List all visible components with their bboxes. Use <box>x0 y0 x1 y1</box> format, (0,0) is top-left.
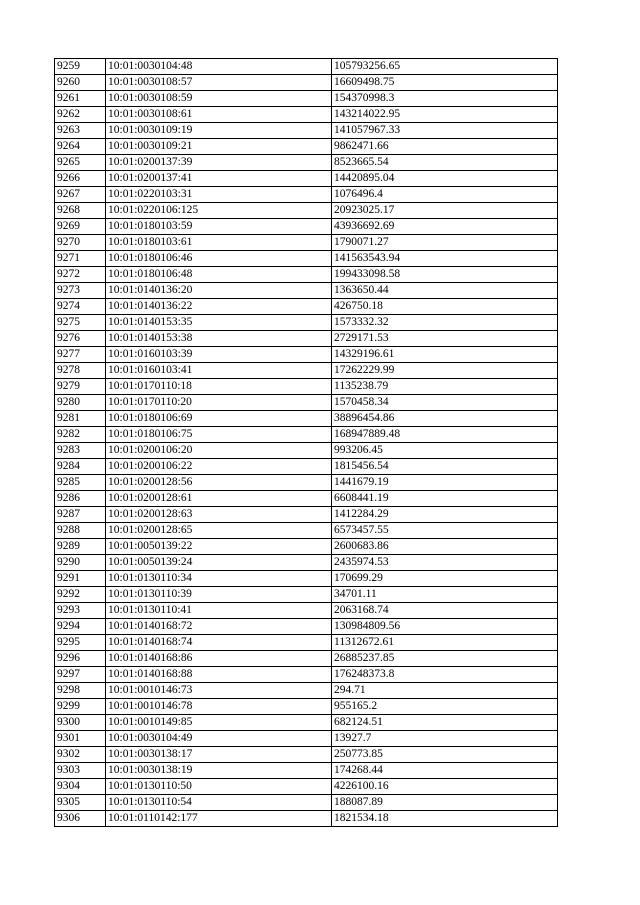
table-row <box>55 699 558 715</box>
row-number-cell: 9261 <box>55 91 106 107</box>
row-number-cell: 9260 <box>55 75 106 91</box>
value-cell: 199433098.58 <box>332 267 558 283</box>
table-row <box>55 171 558 187</box>
cadastral-number-cell: 10:01:0130110:50 <box>106 779 332 795</box>
table-row <box>55 267 558 283</box>
row-number-cell: 9268 <box>55 203 106 219</box>
table-row <box>55 795 558 811</box>
cadastral-number-cell: 10:01:0140168:86 <box>106 651 332 667</box>
value-cell: 294.71 <box>332 683 558 699</box>
value-cell: 1821534.18 <box>332 811 558 827</box>
cadastral-number-cell: 10:01:0200137:41 <box>106 171 332 187</box>
value-cell: 130984809.56 <box>332 619 558 635</box>
row-number-cell: 9274 <box>55 299 106 315</box>
value-cell: 43936692.69 <box>332 219 558 235</box>
cadastral-number-cell: 10:01:0030138:17 <box>106 747 332 763</box>
value-cell: 993206.45 <box>332 443 558 459</box>
value-cell: 1441679.19 <box>332 475 558 491</box>
table-row <box>55 395 558 411</box>
row-number-cell: 9281 <box>55 411 106 427</box>
row-number-cell: 9280 <box>55 395 106 411</box>
table-row <box>55 587 558 603</box>
table-row <box>55 107 558 123</box>
cadastral-number-cell: 10:01:0160103:39 <box>106 347 332 363</box>
value-cell: 26885237.85 <box>332 651 558 667</box>
value-cell: 14329196.61 <box>332 347 558 363</box>
value-cell: 1573332.32 <box>332 315 558 331</box>
row-number-cell: 9306 <box>55 811 106 827</box>
row-number-cell: 9277 <box>55 347 106 363</box>
row-number-cell: 9293 <box>55 603 106 619</box>
cadastral-number-cell: 10:01:0180106:46 <box>106 251 332 267</box>
table-row <box>55 155 558 171</box>
row-number-cell: 9304 <box>55 779 106 795</box>
table-row <box>55 235 558 251</box>
table-row <box>55 475 558 491</box>
value-cell: 174268.44 <box>332 763 558 779</box>
table-row <box>55 763 558 779</box>
value-cell: 6608441.19 <box>332 491 558 507</box>
value-cell: 17262229.99 <box>332 363 558 379</box>
cadastral-number-cell: 10:01:0050139:24 <box>106 555 332 571</box>
row-number-cell: 9302 <box>55 747 106 763</box>
table-row <box>55 139 558 155</box>
value-cell: 154370998.3 <box>332 91 558 107</box>
table-row <box>55 747 558 763</box>
cadastral-number-cell: 10:01:0140153:38 <box>106 331 332 347</box>
cadastral-number-cell: 10:01:0200128:56 <box>106 475 332 491</box>
row-number-cell: 9269 <box>55 219 106 235</box>
cadastral-number-cell: 10:01:0030104:48 <box>106 59 332 75</box>
value-cell: 2063168.74 <box>332 603 558 619</box>
cadastral-number-cell: 10:01:0180106:48 <box>106 267 332 283</box>
table-row <box>55 523 558 539</box>
table-row <box>55 571 558 587</box>
row-number-cell: 9298 <box>55 683 106 699</box>
row-number-cell: 9287 <box>55 507 106 523</box>
table-row <box>55 203 558 219</box>
value-cell: 2600683.86 <box>332 539 558 555</box>
cadastral-number-cell: 10:01:0180103:61 <box>106 235 332 251</box>
cadastral-number-cell: 10:01:0180103:59 <box>106 219 332 235</box>
cadastral-number-cell: 10:01:0140168:74 <box>106 635 332 651</box>
cadastral-number-cell: 10:01:0200128:65 <box>106 523 332 539</box>
row-number-cell: 9292 <box>55 587 106 603</box>
value-cell: 955165.2 <box>332 699 558 715</box>
table-row <box>55 683 558 699</box>
cadastral-number-cell: 10:01:0220106:125 <box>106 203 332 219</box>
cadastral-number-cell: 10:01:0200128:61 <box>106 491 332 507</box>
value-cell: 426750.18 <box>332 299 558 315</box>
value-cell: 141563543.94 <box>332 251 558 267</box>
row-number-cell: 9259 <box>55 59 106 75</box>
table-row <box>55 603 558 619</box>
row-number-cell: 9265 <box>55 155 106 171</box>
cadastral-number-cell: 10:01:0030138:19 <box>106 763 332 779</box>
value-cell: 1570458.34 <box>332 395 558 411</box>
cadastral-number-cell: 10:01:0050139:22 <box>106 539 332 555</box>
table-row <box>55 651 558 667</box>
value-cell: 682124.51 <box>332 715 558 731</box>
table-row <box>55 363 558 379</box>
row-number-cell: 9294 <box>55 619 106 635</box>
row-number-cell: 9266 <box>55 171 106 187</box>
value-cell: 188087.89 <box>332 795 558 811</box>
cadastral-number-cell: 10:01:0180106:75 <box>106 427 332 443</box>
row-number-cell: 9262 <box>55 107 106 123</box>
row-number-cell: 9290 <box>55 555 106 571</box>
row-number-cell: 9276 <box>55 331 106 347</box>
table-row <box>55 779 558 795</box>
table-row <box>55 347 558 363</box>
value-cell: 8523665.54 <box>332 155 558 171</box>
row-number-cell: 9300 <box>55 715 106 731</box>
table-row <box>55 507 558 523</box>
row-number-cell: 9286 <box>55 491 106 507</box>
value-cell: 141057967.33 <box>332 123 558 139</box>
value-cell: 11312672.61 <box>332 635 558 651</box>
row-number-cell: 9278 <box>55 363 106 379</box>
cadastral-number-cell: 10:01:0170110:18 <box>106 379 332 395</box>
row-number-cell: 9283 <box>55 443 106 459</box>
row-number-cell: 9303 <box>55 763 106 779</box>
value-cell: 9862471.66 <box>332 139 558 155</box>
cadastral-number-cell: 10:01:0170110:20 <box>106 395 332 411</box>
cadastral-number-cell: 10:01:0180106:69 <box>106 411 332 427</box>
value-cell: 6573457.55 <box>332 523 558 539</box>
value-cell: 250773.85 <box>332 747 558 763</box>
value-cell: 1135238.79 <box>332 379 558 395</box>
cadastral-number-cell: 10:01:0200106:22 <box>106 459 332 475</box>
cadastral-number-cell: 10:01:0130110:54 <box>106 795 332 811</box>
cadastral-number-cell: 10:01:0130110:34 <box>106 571 332 587</box>
cadastral-number-cell: 10:01:0140168:88 <box>106 667 332 683</box>
table-row <box>55 59 558 75</box>
cadastral-number-cell: 10:01:0200128:63 <box>106 507 332 523</box>
row-number-cell: 9297 <box>55 667 106 683</box>
table-row <box>55 427 558 443</box>
value-cell: 176248373.8 <box>332 667 558 683</box>
row-number-cell: 9288 <box>55 523 106 539</box>
row-number-cell: 9267 <box>55 187 106 203</box>
row-number-cell: 9299 <box>55 699 106 715</box>
table-row <box>55 491 558 507</box>
value-cell: 2729171.53 <box>332 331 558 347</box>
value-cell: 1412284.29 <box>332 507 558 523</box>
cadastral-number-cell: 10:01:0010149:85 <box>106 715 332 731</box>
table-row <box>55 715 558 731</box>
table-row <box>55 667 558 683</box>
value-cell: 20923025.17 <box>332 203 558 219</box>
cadastral-number-cell: 10:01:0030108:61 <box>106 107 332 123</box>
row-number-cell: 9289 <box>55 539 106 555</box>
value-cell: 13927.7 <box>332 731 558 747</box>
row-number-cell: 9272 <box>55 267 106 283</box>
value-cell: 16609498.75 <box>332 75 558 91</box>
table-row <box>55 379 558 395</box>
table-row <box>55 635 558 651</box>
value-cell: 34701.11 <box>332 587 558 603</box>
cadastral-number-cell: 10:01:0200106:20 <box>106 443 332 459</box>
table-row <box>55 219 558 235</box>
value-cell: 38896454.86 <box>332 411 558 427</box>
row-number-cell: 9271 <box>55 251 106 267</box>
cadastral-number-cell: 10:01:0200137:39 <box>106 155 332 171</box>
row-number-cell: 9273 <box>55 283 106 299</box>
table-row <box>55 555 558 571</box>
cadastral-number-cell: 10:01:0140136:22 <box>106 299 332 315</box>
table-row <box>55 187 558 203</box>
row-number-cell: 9295 <box>55 635 106 651</box>
row-number-cell: 9264 <box>55 139 106 155</box>
table-body <box>55 59 558 827</box>
row-number-cell: 9270 <box>55 235 106 251</box>
value-cell: 105793256.65 <box>332 59 558 75</box>
table-row <box>55 731 558 747</box>
table-row <box>55 539 558 555</box>
cadastral-number-cell: 10:01:0010146:73 <box>106 683 332 699</box>
value-cell: 1815456.54 <box>332 459 558 475</box>
row-number-cell: 9284 <box>55 459 106 475</box>
cadastral-number-cell: 10:01:0030108:59 <box>106 91 332 107</box>
cadastral-number-cell: 10:01:0030108:57 <box>106 75 332 91</box>
cadastral-number-cell: 10:01:0140136:20 <box>106 283 332 299</box>
table-row <box>55 315 558 331</box>
row-number-cell: 9279 <box>55 379 106 395</box>
row-number-cell: 9275 <box>55 315 106 331</box>
table-row <box>55 299 558 315</box>
value-cell: 1076496.4 <box>332 187 558 203</box>
cadastral-number-cell: 10:01:0130110:41 <box>106 603 332 619</box>
table-row <box>55 91 558 107</box>
value-cell: 170699.29 <box>332 571 558 587</box>
value-cell: 1790071.27 <box>332 235 558 251</box>
row-number-cell: 9263 <box>55 123 106 139</box>
table-row <box>55 331 558 347</box>
table-row <box>55 619 558 635</box>
cadastral-number-cell: 10:01:0140153:35 <box>106 315 332 331</box>
value-cell: 14420895.04 <box>332 171 558 187</box>
cadastral-number-cell: 10:01:0130110:39 <box>106 587 332 603</box>
table-row <box>55 251 558 267</box>
cadastral-number-cell: 10:01:0030109:19 <box>106 123 332 139</box>
row-number-cell: 9305 <box>55 795 106 811</box>
cadastral-number-cell: 10:01:0030104:49 <box>106 731 332 747</box>
table-row <box>55 75 558 91</box>
cadastral-number-cell: 10:01:0140168:72 <box>106 619 332 635</box>
row-number-cell: 9285 <box>55 475 106 491</box>
cadastral-number-cell: 10:01:0010146:78 <box>106 699 332 715</box>
value-cell: 4226100.16 <box>332 779 558 795</box>
cadastral-number-cell: 10:01:0220103:31 <box>106 187 332 203</box>
value-cell: 168947889.48 <box>332 427 558 443</box>
row-number-cell: 9291 <box>55 571 106 587</box>
table-row <box>55 283 558 299</box>
cadastral-number-cell: 10:01:0030109:21 <box>106 139 332 155</box>
table-row <box>55 811 558 827</box>
table-row <box>55 123 558 139</box>
table-row <box>55 411 558 427</box>
row-number-cell: 9296 <box>55 651 106 667</box>
value-cell: 143214022.95 <box>332 107 558 123</box>
row-number-cell: 9301 <box>55 731 106 747</box>
cadastral-number-cell: 10:01:0110142:177 <box>106 811 332 827</box>
row-number-cell: 9282 <box>55 427 106 443</box>
value-cell: 1363650.44 <box>332 283 558 299</box>
table-row <box>55 443 558 459</box>
cadastral-number-cell: 10:01:0160103:41 <box>106 363 332 379</box>
value-cell: 2435974.53 <box>332 555 558 571</box>
cadastral-value-table <box>54 58 558 827</box>
table-row <box>55 459 558 475</box>
